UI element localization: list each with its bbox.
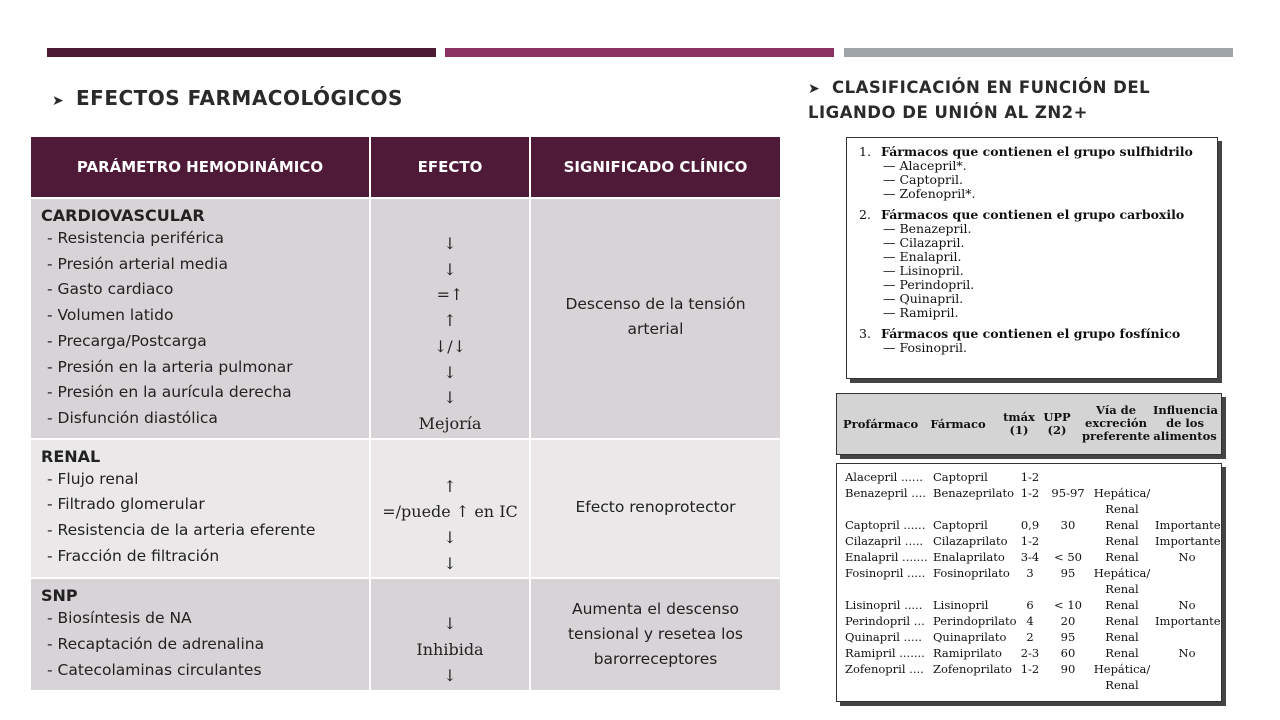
effect-item: ↓: [443, 234, 457, 253]
pk-cell: Importante: [1155, 518, 1221, 532]
pk-cell: 60: [1060, 646, 1076, 660]
pk-cell: Captopril ......: [845, 518, 926, 532]
pk-cell: 2: [1026, 630, 1034, 644]
pk-cell: Zofenopril ....: [845, 662, 924, 676]
pk-cell: Renal: [1105, 582, 1139, 596]
pk-cell: Hepática/: [1093, 486, 1151, 500]
param-item: - Presión en la aurícula derecha: [47, 383, 292, 402]
pk-header-influencia: Influencia de los alimentos: [1153, 403, 1218, 443]
pk-table-row: [837, 550, 1221, 566]
pk-cell: Renal: [1105, 502, 1139, 516]
pk-header-upp: UPP (2): [1043, 410, 1071, 437]
pk-cell: 20: [1060, 614, 1076, 628]
effect-item: Inhibida: [416, 640, 484, 660]
effect-item: ↓: [443, 528, 457, 548]
arrow-bullet-icon: ➤: [808, 81, 821, 97]
param-item: - Resistencia periférica: [47, 229, 225, 247]
significance-cell: [530, 578, 780, 689]
drug-item: — Quinapril.: [883, 291, 964, 306]
pk-cell: Renal: [1105, 518, 1139, 532]
param-item: - Filtrado glomerular: [47, 495, 205, 514]
pk-cell: Enalaprilato: [933, 550, 1005, 564]
pk-cell: 4: [1026, 614, 1034, 628]
pk-cell: Renal: [1105, 614, 1139, 628]
pk-cell: Renal: [1105, 598, 1139, 612]
pk-cell: Lisinopril .....: [845, 598, 923, 612]
pk-cell: Hepática/: [1093, 566, 1151, 580]
pk-cell: Fosinopril .....: [845, 566, 926, 580]
pk-cell: Ramipril .......: [845, 646, 925, 660]
left-heading-text: EFECTOS FARMACOLÓGICOS: [76, 86, 403, 110]
pk-cell: Renal: [1105, 630, 1139, 644]
effect-item: Mejoría: [418, 413, 482, 433]
pk-cell: No: [1178, 646, 1196, 660]
group-title: 3. Fármacos que contienen el grupo fosfínico: [859, 326, 1181, 341]
pk-cell: Renal: [1105, 646, 1139, 660]
pk-cell: Captopril: [933, 518, 988, 532]
pk-table-body: [836, 463, 1222, 702]
effect-item: ↓: [443, 388, 457, 408]
pk-table-row: [837, 502, 1221, 518]
pk-cell: Benazepril ....: [845, 486, 926, 500]
pk-cell: 6: [1026, 598, 1034, 612]
pk-cell: 1-2: [1020, 470, 1040, 484]
params-cell: [31, 439, 370, 579]
pk-table-row: [837, 582, 1221, 598]
pk-header-tmax: tmáx (1): [1003, 410, 1035, 437]
effect-item: =/puede ↑ en IC: [382, 502, 518, 522]
classification-image: [846, 137, 1218, 379]
pk-cell: 3-4: [1020, 550, 1040, 564]
pk-cell: Perindoprilato: [933, 614, 1017, 628]
pk-table-row: [837, 614, 1221, 630]
effects-cell: [370, 198, 530, 439]
arrow-bullet-icon: ➤: [52, 93, 65, 109]
pk-cell: Importante: [1155, 614, 1221, 628]
params-cell: [31, 198, 370, 439]
pk-cell: No: [1178, 598, 1196, 612]
effect-item: =↑: [436, 285, 464, 305]
effect-item: ↓: [443, 259, 457, 279]
section-title: CARDIOVASCULAR: [41, 206, 205, 225]
effect-item: ↓: [443, 614, 457, 634]
pk-table-row: [837, 486, 1221, 502]
pk-table-row: [837, 630, 1221, 646]
pk-cell: 1-2: [1020, 486, 1040, 500]
significance-text: Efecto renoprotector: [575, 497, 736, 516]
pk-cell: Quinaprilato: [933, 630, 1007, 644]
pk-table-row: [837, 534, 1221, 550]
decorative-bar-1: [47, 48, 436, 57]
pk-cell: 95: [1060, 630, 1076, 644]
pk-cell: Alacepril ......: [845, 470, 923, 484]
drug-item: — Benazepril.: [883, 221, 972, 236]
pk-cell: Hepática/: [1093, 662, 1151, 676]
pk-cell: Benazeprilato: [933, 486, 1014, 500]
right-heading-text: CLASIFICACIÓN EN FUNCIÓN DEL LIGANDO DE UNIÓN AL ZN2+: [808, 78, 1151, 122]
pk-cell: No: [1178, 550, 1196, 564]
pk-cell: Cilazaprilato: [933, 534, 1008, 548]
section-title: RENAL: [41, 446, 101, 466]
pk-table-row: [837, 678, 1221, 694]
pk-cell: < 10: [1054, 598, 1082, 612]
param-item: - Disfunción diastólica: [47, 408, 218, 427]
significance-text: Aumenta el descenso tensional y resetea los barorreceptores: [567, 599, 744, 668]
pk-cell: Cilazapril .....: [845, 534, 924, 548]
pk-cell: 1-2: [1020, 662, 1040, 676]
pk-cell: Perindopril ...: [845, 614, 925, 628]
param-item: - Precarga/Postcarga: [47, 331, 207, 350]
section-title: SNP: [41, 586, 78, 606]
header-significado: SIGNIFICADO CLÍNICO: [530, 137, 780, 198]
significance-text: Descenso de la tensión arterial: [565, 294, 746, 338]
effect-item: ↑: [443, 311, 457, 331]
pk-cell: Captopril: [933, 470, 988, 484]
pk-cell: 2-3: [1020, 646, 1040, 660]
pk-cell: Enalapril .......: [845, 550, 928, 564]
param-item: - Fracción de filtración: [47, 546, 220, 565]
pk-table-row: [837, 470, 1221, 486]
drug-item: — Fosinopril.: [883, 340, 967, 355]
param-item: - Flujo renal: [47, 469, 139, 488]
pk-cell: Ramiprilato: [933, 646, 1002, 660]
pk-cell: 95-97: [1051, 486, 1085, 500]
drug-item: — Lisinopril.: [883, 263, 964, 278]
drug-item: — Alacepril*.: [883, 158, 967, 173]
effect-item: ↓: [443, 362, 457, 382]
effects-cell: [370, 439, 530, 579]
pk-table-row: [837, 646, 1221, 662]
pk-table-row: [837, 598, 1221, 614]
param-item: - Resistencia de la arteria eferente: [47, 521, 316, 540]
drug-item: — Enalapril.: [883, 249, 962, 264]
pk-cell: Fosinoprilato: [933, 566, 1010, 580]
params-cell: [31, 578, 370, 689]
param-item: - Presión en la arteria pulmonar: [47, 357, 293, 376]
pk-cell: Lisinopril: [933, 598, 989, 612]
header-parametro: PARÁMETRO HEMODINÁMICO: [31, 137, 370, 198]
pk-header-via: Vía de excreción preferente: [1081, 403, 1151, 443]
pk-cell: Renal: [1105, 534, 1139, 548]
effects-table-header: [31, 137, 780, 198]
pk-cell: 90: [1060, 662, 1076, 676]
drug-item: — Cilazapril.: [883, 235, 965, 250]
effect-item: ↑: [443, 476, 457, 496]
significance-cell: [530, 439, 780, 579]
pk-table-header: [836, 393, 1222, 455]
drug-item: — Perindopril.: [883, 277, 975, 292]
pk-table-row: [837, 518, 1221, 534]
pk-header-profarmaco: Profármaco: [843, 417, 919, 431]
pk-cell: Quinapril .....: [845, 630, 922, 644]
drug-item: — Ramipril.: [883, 305, 959, 320]
table-row-cardiovascular: [31, 198, 780, 439]
pk-cell: 3: [1026, 566, 1034, 580]
pk-table-row: [837, 662, 1221, 678]
decorative-bar-3: [844, 48, 1233, 57]
pk-cell: 30: [1060, 518, 1076, 532]
drug-item: — Zofenopril*.: [883, 186, 976, 201]
param-item: - Catecolaminas circulantes: [47, 660, 262, 679]
effects-table: [31, 137, 780, 690]
pk-cell: 0,9: [1020, 518, 1040, 532]
param-item: - Biosíntesis de NA: [47, 609, 192, 628]
group-title: 1. Fármacos que contienen el grupo sulfhidrilo: [859, 144, 1193, 159]
effects-cell: [370, 578, 530, 689]
pk-header-farmaco: Fármaco: [930, 417, 986, 431]
effect-item: ↓: [443, 665, 457, 685]
param-item: - Volumen latido: [47, 306, 174, 325]
table-row-renal: [31, 439, 780, 579]
pk-table-row: [837, 566, 1221, 582]
effect-item: ↓/↓: [433, 336, 467, 356]
group-title: 2. Fármacos que contienen el grupo carboxilo: [859, 207, 1185, 222]
param-item: - Recaptación de adrenalina: [47, 635, 265, 654]
param-item: - Presión arterial media: [47, 254, 228, 273]
pk-cell: < 50: [1054, 550, 1082, 564]
decorative-bar-2: [445, 48, 834, 57]
pk-cell: 95: [1060, 566, 1076, 580]
pk-cell: Importante: [1155, 534, 1221, 548]
significance-cell: [530, 198, 780, 439]
table-row-snp: [31, 578, 780, 689]
pk-cell: 1-2: [1020, 534, 1040, 548]
effect-item: ↓: [443, 553, 457, 573]
param-item: - Gasto cardiaco: [47, 280, 174, 299]
pk-cell: Renal: [1105, 678, 1139, 692]
pk-cell: Zofenoprilato: [933, 662, 1012, 676]
drug-item: — Captopril.: [883, 172, 963, 187]
right-heading: [808, 76, 1228, 125]
left-heading: [52, 86, 403, 110]
pk-cell: Renal: [1105, 550, 1139, 564]
header-efecto: EFECTO: [370, 137, 530, 198]
